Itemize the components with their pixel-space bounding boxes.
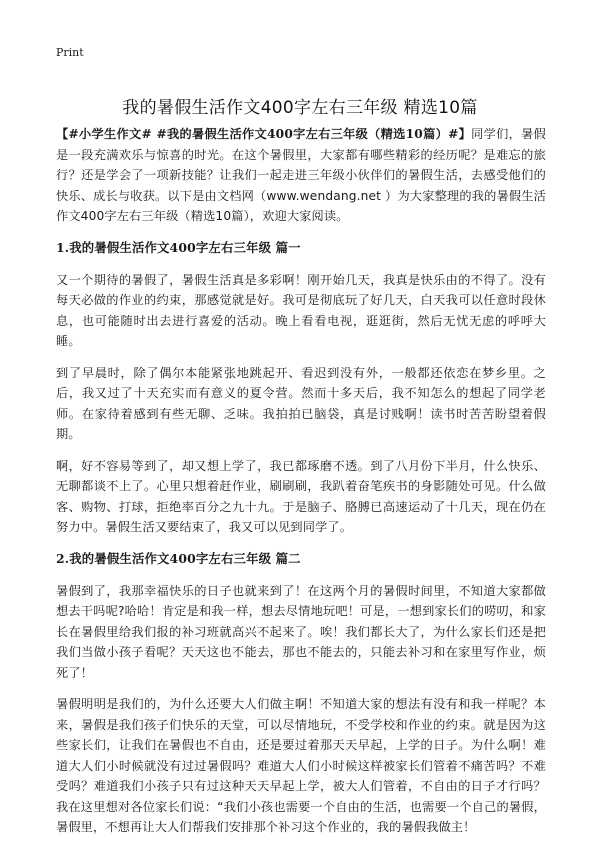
document-title: 我的暑假生活作文400字左右三年级 精选10篇: [122, 98, 478, 119]
section-heading-2: 2.我的暑假生活作文400字左右三年级 篇二: [56, 550, 301, 566]
section-2-paragraph-2: 暑假明明是我们的，为什么还要大人们做主啊！不知道大家的想法有没有和我一样呢？本来，暑假是我们孩子们快乐的天堂，可以尽情地玩，不受学校和作业的约束。就是因为这些家长们，让我们在暑假也不自由，还是要过着那天天早起，上学的日子。为什么啊！难道大人们小时候就没有过过暑假吗？难道大人们小时候这样被家长们管着不痛苦吗？不难受吗？难道我们小孩子只有过这种天天早起上学，被大人们管着，不自由的日子才行吗？我在这里想对各位家长们说：“我们小孩也需要一个自由的生活，也需要一个自己的暑假，暑假里，不想再让大人们帮我们安排那个补习这个作业的，我的暑假我做主！: [56, 697, 546, 834]
intro-paragraph: [56, 124, 546, 227]
section-1-paragraph-2: 到了早晨时，除了偶尔本能紧张地跳起开、看迟到没有外，一般都还依恋在梦乡里。之后，我又过了十天充实而有意义的夏令营。然而十多天后，我不知怎么的想起了同学老师。在家待着感到有些无聊、乏味。我拍拍已脑袋，真是讨贱啊！读书时苦苦盼望着假期。: [56, 365, 546, 441]
section-1-paragraph-1: 又一个期待的暑假了，暑假生活真是多彩啊！刚开始几天，我真是快乐由的不得了。没有每天必做的作业的约束，那感觉就是好。我可是彻底玩了好几天，白天我可以任意时段休息，也可能随时出去进行喜爱的活动。晚上看看电视，逛逛街，然后无忧无虑的呼呼大睡。: [56, 272, 546, 348]
intro-text: 同学们，暑假是一段充满欢乐与惊喜的时光。在这个暑假里，大家都有哪些精彩的经历呢？是难忘的旅行？还是学会了一项新技能？让我们一起走进三年级小伙伴们的暑假生活，去感受他们的快乐、成长与收获。以下是由文档网（www.wendang.net ）为大家整理的我的暑假生活作文400字左右三年级（精选10篇），欢迎大家阅读。: [56, 127, 547, 223]
section-2-paragraph-1: 暑假到了，我那幸福快乐的日子也就来到了！在这两个月的暑假时间里，不知道大家都做想去干吗呢?哈哈！肯定是和我一样，想去尽情地玩吧！可是，一想到家长们的唠叨，和家长在暑假里给我们报的补习班就高兴不起来了。唉！我们都长大了，为什么家长们还是把我们当做小孩子看呢？天天这也不能去，那也不能去的，只能去补习和在家里写作业，烦死了！: [56, 583, 546, 680]
article-body: [56, 124, 546, 849]
section-1-paragraph-3: 啊，好不容易等到了，却又想上学了，我已都琢磨不透。到了八月份下半月，什么快乐、无聊都谈不上了。心里只想着赶作业，刷刷刷，我趴着奋笔疾书的身影随处可见。什么做客、购物、打球，拒绝率百分之九十九。于是脑子、胳膊已高速运动了十几天，现在仍在努力中。暑假生活又要结束了，我又可以见到同学了。: [56, 458, 546, 534]
print-label: Print: [56, 46, 84, 59]
section-heading-1: 1.我的暑假生活作文400字左右三年级 篇一: [56, 239, 301, 255]
intro-tag: 【#小学生作文# #我的暑假生活作文400字左右三年级（精选10篇）#】: [56, 127, 472, 141]
